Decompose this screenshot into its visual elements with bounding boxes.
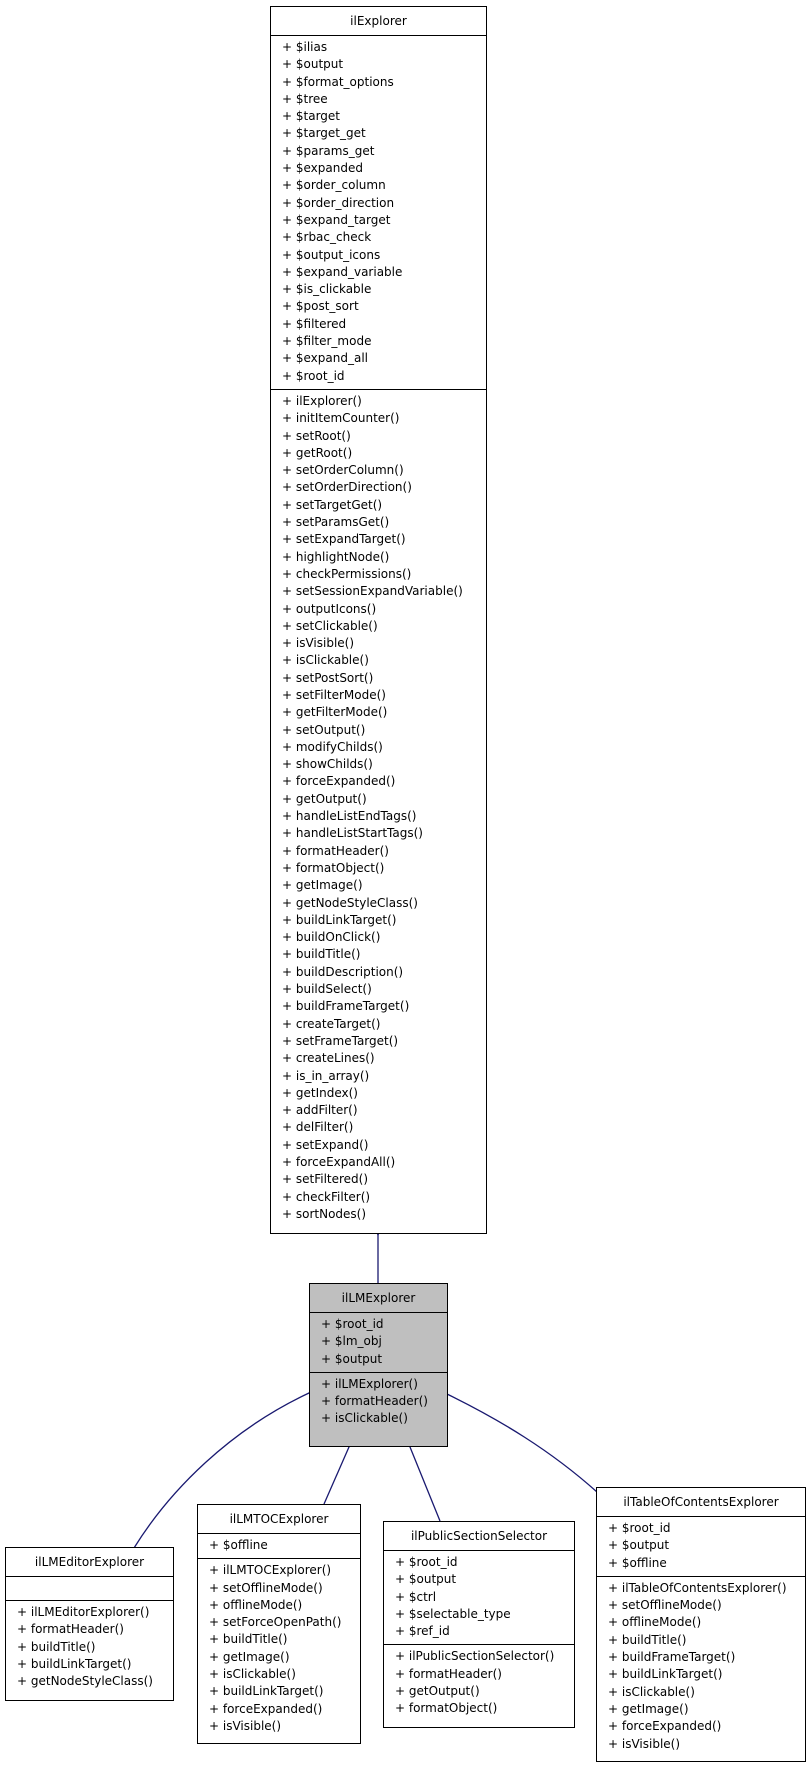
method-row: + handleListStartTags() <box>282 826 423 841</box>
method-row: + getNodeStyleClass() <box>282 895 418 910</box>
edge-ilTableOfContentsExplorer-ilLMExplorer <box>447 1394 597 1492</box>
class-ilTableOfContentsExplorer[interactable] <box>596 1487 806 1762</box>
attributes-section <box>310 1313 447 1373</box>
method-row: + isVisible() <box>608 1736 681 1751</box>
method-row: + getOutput() <box>282 791 367 806</box>
methods-section <box>310 1373 447 1432</box>
attribute-row: + $selectable_type <box>395 1606 511 1621</box>
attribute-row: + $output_icons <box>282 247 381 262</box>
class-title: ilPublicSectionSelector <box>384 1522 574 1551</box>
method-row: + formatHeader() <box>17 1622 124 1637</box>
methods-section <box>384 1645 574 1721</box>
attribute-row: + $order_column <box>282 178 386 193</box>
attribute-row: + $expand_target <box>282 212 391 227</box>
method-row: + buildLinkTarget() <box>608 1667 723 1682</box>
method-row: + setOutput() <box>282 722 366 737</box>
attribute-row: + $expanded <box>282 161 363 176</box>
attribute-row: + $root_id <box>321 1317 384 1331</box>
method-row: + isVisible() <box>209 1718 282 1733</box>
attributes-section <box>198 1534 360 1559</box>
attributes-section <box>271 36 486 390</box>
method-row: + buildFrameTarget() <box>282 999 410 1014</box>
method-row: + showChilds() <box>282 757 373 772</box>
edge-ilLMTOCExplorer-ilLMExplorer <box>324 1447 349 1504</box>
method-row: + buildLinkTarget() <box>282 912 397 927</box>
method-row: + buildDescription() <box>282 964 404 979</box>
method-row: + outputIcons() <box>282 601 377 616</box>
method-row: + addFilter() <box>282 1103 358 1118</box>
method-row: + isClickable() <box>209 1667 296 1682</box>
attributes-section <box>384 1551 574 1645</box>
method-row: + buildSelect() <box>282 982 372 997</box>
method-row: + forceExpanded() <box>282 774 396 789</box>
methods-section <box>597 1577 805 1757</box>
method-row: + ilLMExplorer() <box>321 1376 418 1391</box>
edge-ilPublicSectionSelector-ilLMExplorer <box>410 1447 440 1521</box>
attribute-row: + $ctrl <box>395 1589 437 1604</box>
method-row: + formatHeader() <box>282 843 389 858</box>
method-row: + getImage() <box>282 878 363 893</box>
method-row: + isClickable() <box>321 1411 408 1426</box>
attribute-row: + $is_clickable <box>282 282 372 297</box>
method-row: + getNodeStyleClass() <box>17 1674 153 1689</box>
attribute-row: + $rbac_check <box>282 230 372 245</box>
method-row: + setRoot() <box>282 428 351 443</box>
method-row: + formatHeader() <box>395 1666 502 1681</box>
attribute-row: + $order_direction <box>282 195 395 210</box>
method-row: + getImage() <box>608 1701 689 1716</box>
method-row: + isVisible() <box>282 636 355 651</box>
attribute-row: + $root_id <box>395 1555 458 1569</box>
method-row: + getIndex() <box>282 1085 358 1100</box>
attribute-row: + $filter_mode <box>282 334 372 349</box>
method-row: + setClickable() <box>282 618 378 633</box>
methods-section <box>271 390 486 1227</box>
attribute-row: + $post_sort <box>282 299 359 314</box>
method-row: + setSessionExpandVariable() <box>282 584 463 599</box>
methods-section <box>6 1601 173 1694</box>
method-row: + buildTitle() <box>209 1632 288 1647</box>
attribute-row: + $target_get <box>282 126 366 141</box>
attribute-row: + $expand_variable <box>282 264 403 279</box>
attribute-row: + $ref_id <box>395 1624 450 1639</box>
attribute-row: + $tree <box>282 91 328 106</box>
method-row: + buildLinkTarget() <box>209 1684 324 1699</box>
method-row: + offlineMode() <box>209 1597 303 1612</box>
method-row: + forceExpandAll() <box>282 1155 396 1169</box>
empty-section <box>17 1580 173 1596</box>
method-row: + formatObject() <box>282 860 385 875</box>
method-row: + buildTitle() <box>17 1639 96 1654</box>
method-row: + isClickable() <box>608 1684 695 1699</box>
method-row: + setPostSort() <box>282 670 374 685</box>
attribute-row: + $offline <box>608 1555 667 1570</box>
class-title: ilLMTOCExplorer <box>198 1505 360 1534</box>
methods-section <box>198 1559 360 1739</box>
method-row: + getFilterMode() <box>282 705 388 720</box>
method-row: + getImage() <box>209 1649 290 1664</box>
attribute-row: + $output <box>395 1572 457 1587</box>
method-row: + setFiltered() <box>282 1172 369 1187</box>
method-row: + highlightNode() <box>282 549 390 564</box>
class-ilExplorer[interactable] <box>270 6 487 1234</box>
method-row: + createLines() <box>282 1051 375 1066</box>
method-row: + ilLMTOCExplorer() <box>209 1563 332 1578</box>
method-row: + checkFilter() <box>282 1189 371 1204</box>
class-ilLMEditorExplorer[interactable] <box>5 1547 174 1701</box>
attribute-row: + $output <box>608 1538 670 1553</box>
method-row: + setForceOpenPath() <box>209 1615 342 1630</box>
class-title: ilLMEditorExplorer <box>6 1548 173 1577</box>
method-row: + checkPermissions() <box>282 566 412 581</box>
method-row: + sortNodes() <box>282 1206 367 1221</box>
method-row: + buildTitle() <box>282 947 361 962</box>
class-title: ilLMExplorer <box>310 1284 447 1313</box>
attribute-row: + $offline <box>209 1538 268 1552</box>
method-row: + formatHeader() <box>321 1394 428 1409</box>
method-row: + getOutput() <box>395 1684 480 1699</box>
method-row: + handleListEndTags() <box>282 809 417 824</box>
class-ilPublicSectionSelector[interactable] <box>383 1521 575 1728</box>
attribute-row: + $params_get <box>282 143 375 158</box>
attribute-row: + $output <box>282 57 344 72</box>
method-row: + ilLMEditorExplorer() <box>17 1605 150 1619</box>
method-row: + offlineMode() <box>608 1615 702 1630</box>
method-row: + ilPublicSectionSelector() <box>395 1649 555 1664</box>
method-row: + formatObject() <box>395 1701 498 1716</box>
method-row: + setExpand() <box>282 1137 369 1152</box>
attribute-row: + $root_id <box>282 368 345 383</box>
method-row: + forceExpanded() <box>608 1719 722 1734</box>
attribute-row: + $target <box>282 109 340 124</box>
method-row: + ilExplorer() <box>282 393 362 408</box>
method-row: + setParamsGet() <box>282 515 390 530</box>
class-title: ilTableOfContentsExplorer <box>597 1488 805 1517</box>
method-row: + setFrameTarget() <box>282 1033 399 1048</box>
method-row: + buildOnClick() <box>282 930 381 945</box>
attributes-section <box>6 1577 173 1601</box>
attribute-row: + $output <box>321 1351 383 1366</box>
method-row: + setFilterMode() <box>282 687 386 702</box>
method-row: + setExpandTarget() <box>282 532 406 547</box>
method-row: + buildLinkTarget() <box>17 1656 132 1671</box>
method-row: + getRoot() <box>282 445 353 460</box>
method-row: + is_in_array() <box>282 1068 370 1083</box>
method-row: + delFilter() <box>282 1120 354 1135</box>
attributes-section <box>597 1517 805 1577</box>
method-row: + setOfflineMode() <box>608 1598 722 1613</box>
method-row: + setOrderDirection() <box>282 480 412 495</box>
method-row: + forceExpanded() <box>209 1701 323 1716</box>
attribute-row: + $format_options <box>282 74 394 89</box>
class-ilLMExplorer[interactable] <box>309 1283 448 1447</box>
class-title: ilExplorer <box>271 7 486 36</box>
method-row: + isClickable() <box>282 653 369 668</box>
method-row: + setOfflineMode() <box>209 1580 323 1595</box>
method-row: + initItemCounter() <box>282 411 400 426</box>
attribute-row: + $filtered <box>282 316 347 331</box>
method-row: + setOrderColumn() <box>282 463 404 478</box>
method-row: + buildTitle() <box>608 1632 687 1647</box>
method-row: + createTarget() <box>282 1016 381 1031</box>
method-row: + ilTableOfContentsExplorer() <box>608 1580 787 1595</box>
attribute-row: + $expand_all <box>282 351 368 366</box>
method-row: + modifyChilds() <box>282 739 383 754</box>
attribute-row: + $lm_obj <box>321 1334 382 1349</box>
method-row: + setTargetGet() <box>282 497 383 512</box>
class-ilLMTOCExplorer[interactable] <box>197 1504 361 1744</box>
attribute-row: + $root_id <box>608 1521 671 1535</box>
method-row: + buildFrameTarget() <box>608 1650 736 1665</box>
attribute-row: + $ilias <box>282 40 328 54</box>
